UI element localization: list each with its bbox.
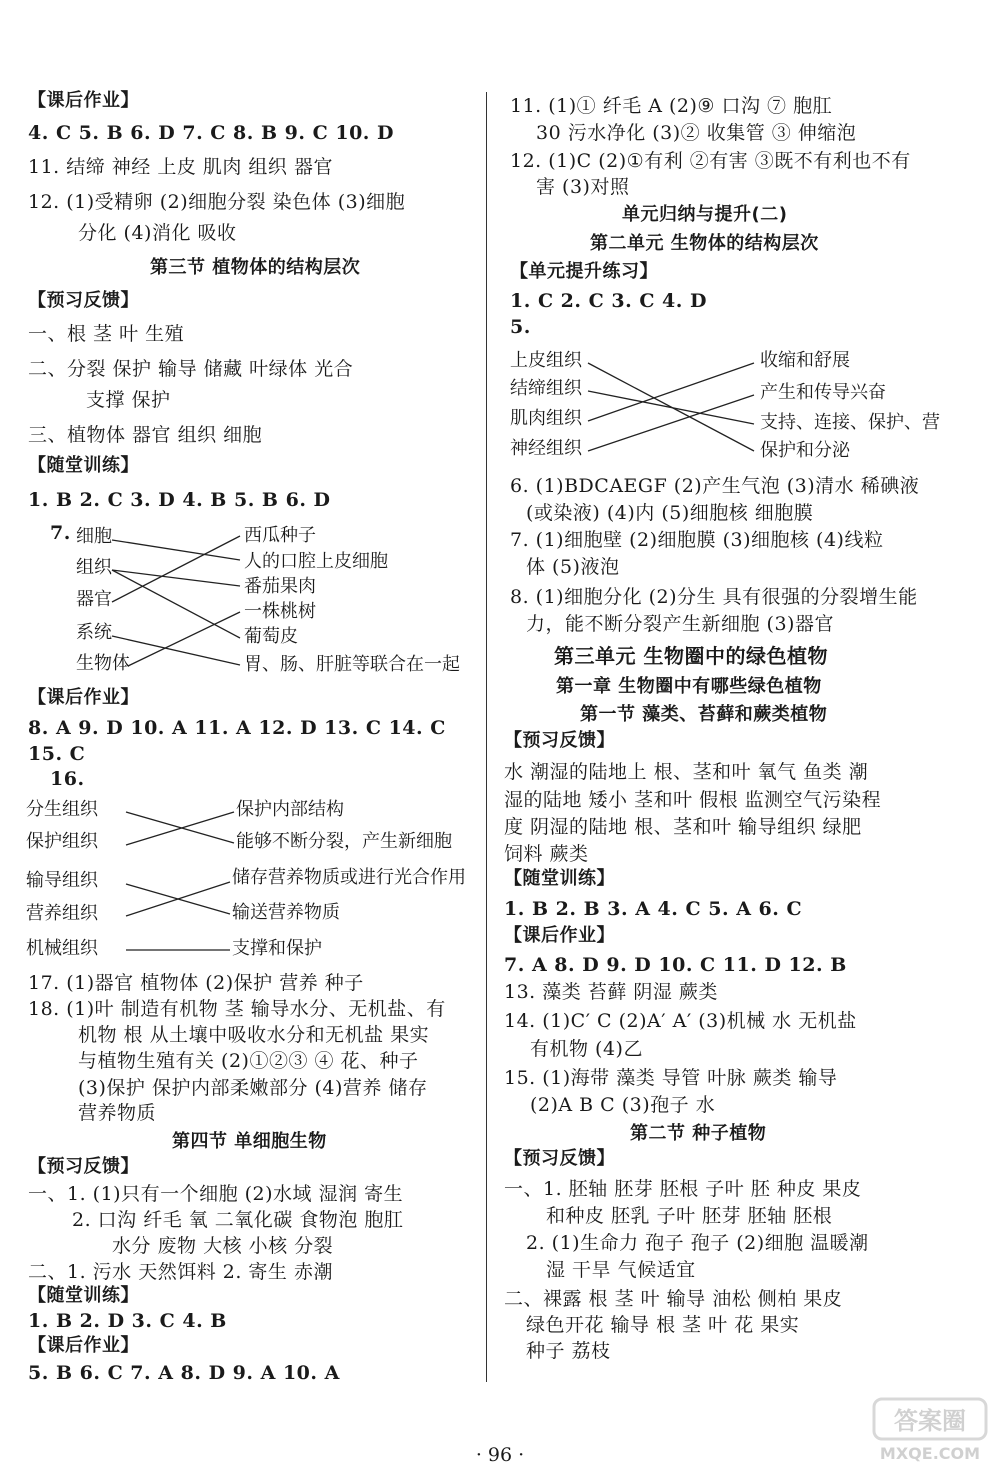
match5-line xyxy=(588,391,754,424)
right-answer-line-22: 饲料 蕨类 xyxy=(504,843,589,865)
right-answer-line-24: 1. B 2. B 3. A 4. C 5. A 6. C xyxy=(504,898,803,920)
match5-left-2: 肌肉组织 xyxy=(510,408,582,429)
right-answer-line-20: 湿的陆地 矮小 茎和叶 假根 监测空气污染程 xyxy=(504,789,882,811)
svg-text:MXQE.COM: MXQE.COM xyxy=(879,1444,981,1463)
left-answer-line-18: 17. (1)器官 植物体 (2)保护 营养 种子 xyxy=(28,972,364,994)
right-answer-line-2: 12. (1)C (2)①有利 ②有害 ③既不有利也不有 xyxy=(510,150,911,172)
left-answer-line-22: (3)保护 保护内部柔嫩部分 (4)营养 储存 xyxy=(78,1077,428,1099)
left-answer-line-17: 16. xyxy=(50,768,85,790)
match7-left-1: 组织 xyxy=(76,557,112,578)
match7-right-4: 葡萄皮 xyxy=(244,626,298,647)
right-answer-line-21: 度 阴湿的陆地 根、茎和叶 输导组织 绿肥 xyxy=(504,816,862,838)
right-answer-line-3: 害 (3)对照 xyxy=(536,176,630,198)
right-section-heading-6: 【单元提升练习】 xyxy=(510,261,658,282)
match7-right-5: 胃、肠、肝脏等联合在一起 xyxy=(244,654,460,675)
right-answer-line-35: 和种皮 胚乳 子叶 胚芽 胚轴 胚根 xyxy=(546,1205,833,1227)
match5-right-1: 产生和传导兴奋 xyxy=(760,382,886,403)
left-answer-line-28: 水分 废物 大核 小核 分裂 xyxy=(112,1235,334,1257)
right-title-4: 单元归纳与提升(二) xyxy=(622,204,788,225)
right-answer-line-27: 13. 藻类 苔藓 阴湿 蕨类 xyxy=(504,981,718,1003)
match5-line xyxy=(588,363,754,421)
match16-right-4: 支撑和保护 xyxy=(232,938,322,959)
left-answer-line-4: 分化 (4)消化 吸收 xyxy=(78,222,237,244)
right-section-heading-23: 【随堂训练】 xyxy=(504,868,615,889)
right-answer-line-14: 力，能不断分裂产生新细胞 (3)器官 xyxy=(526,613,834,635)
page-number: · 96 · xyxy=(475,1444,525,1466)
left-title-24: 第四节 单细胞生物 xyxy=(172,1131,327,1152)
match7-left-3: 系统 xyxy=(76,622,112,643)
match5-line xyxy=(588,395,754,451)
svg-text:答案圈: 答案圈 xyxy=(894,1407,966,1435)
left-section-heading-30: 【随堂训练】 xyxy=(28,1285,139,1306)
right-answer-line-0: 11. (1)① 纤毛 A (2)⑨ 口沟 ⑦ 胞肛 xyxy=(510,95,833,117)
right-answer-line-12: 体 (5)液泡 xyxy=(526,556,620,578)
match16-left-4: 机械组织 xyxy=(26,938,98,959)
left-answer-line-27: 2. 口沟 纤毛 氧 二氧化碳 食物泡 胞肛 xyxy=(72,1209,404,1231)
left-answer-line-12: 1. B 2. C 3. D 4. B 5. B 6. D xyxy=(28,489,331,511)
left-answer-line-7: 一、根 茎 叶 生殖 xyxy=(28,323,185,345)
left-section-heading-25: 【预习反馈】 xyxy=(28,1156,139,1177)
right-answer-line-37: 湿 干旱 气候适宜 xyxy=(546,1259,696,1281)
right-answer-line-30: 15. (1)海带 藻类 导管 叶脉 蕨类 输导 xyxy=(504,1067,838,1089)
match5-right-3: 保护和分泌 xyxy=(760,440,850,461)
left-answer-line-1: 4. C 5. B 6. D 7. C 8. B 9. C 10. D xyxy=(28,122,394,144)
right-answer-line-11: 7. (1)细胞壁 (2)细胞膜 (3)细胞核 (4)线粒 xyxy=(510,529,884,551)
right-title-15: 第三单元 生物圈中的绿色植物 xyxy=(554,644,828,668)
left-answer-line-10: 三、植物体 器官 组织 细胞 xyxy=(28,424,263,446)
match5-right-2: 支持、连接、保护、营 xyxy=(760,412,940,433)
match16-left-0: 分生组织 xyxy=(26,799,98,820)
right-title-16: 第一章 生物圈中有哪些绿色植物 xyxy=(556,676,822,697)
right-answer-line-34: 一、1. 胚轴 胚芽 胚根 子叶 胚 种皮 果皮 xyxy=(504,1178,862,1200)
right-section-heading-33: 【预习反馈】 xyxy=(504,1148,615,1169)
column-divider xyxy=(486,92,487,1382)
right-answer-line-19: 水 潮湿的陆地上 根、茎和叶 氧气 鱼类 潮 xyxy=(504,761,869,783)
watermark-logo xyxy=(870,1395,990,1465)
match7-right-2: 番茄果肉 xyxy=(244,576,316,597)
right-answer-line-1: 30 污水净化 (3)② 收集管 ③ 伸缩泡 xyxy=(536,122,857,144)
right-answer-line-39: 绿色开花 输导 根 茎 叶 花 果实 xyxy=(526,1314,800,1336)
match5-right-0: 收缩和舒展 xyxy=(760,350,850,371)
match16-right-1: 能够不断分裂，产生新细胞 xyxy=(236,831,452,852)
left-answer-line-3: 12. (1)受精卵 (2)细胞分裂 染色体 (3)细胞 xyxy=(28,191,406,213)
left-answer-line-2: 11. 结缔 神经 上皮 肌肉 组织 器官 xyxy=(28,156,333,178)
match7-right-3: 一株桃树 xyxy=(244,601,316,622)
left-section-heading-6: 【预习反馈】 xyxy=(28,290,139,311)
left-section-heading-11: 【随堂训练】 xyxy=(28,455,139,476)
match7-left-4: 生物体 xyxy=(76,653,130,674)
right-answer-line-38: 二、裸露 根 茎 叶 输导 油松 侧柏 果皮 xyxy=(504,1288,843,1310)
match16-right-3: 输送营养物质 xyxy=(232,902,340,923)
right-answer-line-28: 14. (1)C′ C (2)A′ A′ (3)机械 水 无机盐 xyxy=(504,1010,857,1032)
match5-left-3: 神经组织 xyxy=(510,438,582,459)
match16-left-2: 输导组织 xyxy=(26,870,98,891)
right-answer-line-26: 7. A 8. D 9. D 10. C 11. D 12. B xyxy=(504,954,847,976)
match7-left-0: 细胞 xyxy=(76,526,112,547)
right-section-heading-18: 【预习反馈】 xyxy=(504,730,615,751)
match16-left-1: 保护组织 xyxy=(26,831,98,852)
match5-left-1: 结缔组织 xyxy=(510,378,582,399)
right-title-5: 第二单元 生物体的结构层次 xyxy=(590,233,819,254)
match16-left-3: 营养组织 xyxy=(26,903,98,924)
left-answer-line-8: 二、分裂 保护 输导 储藏 叶绿体 光合 xyxy=(28,358,354,380)
left-section-heading-14: 【课后作业】 xyxy=(28,687,139,708)
right-answer-line-8: 5. xyxy=(510,316,531,338)
match7-right-0: 西瓜种子 xyxy=(244,525,316,546)
left-section-heading-0: 【课后作业】 xyxy=(28,90,139,111)
right-title-17: 第一节 藻类、苔藓和蕨类植物 xyxy=(580,704,828,725)
left-answer-line-16: 15. C xyxy=(28,743,86,765)
match16-right-2: 储存营养物质或进行光合作用 xyxy=(232,867,466,888)
left-answer-line-9: 支撑 保护 xyxy=(86,389,171,411)
right-answer-line-9: 6. (1)BDCAEGF (2)产生气泡 (3)清水 稀碘液 xyxy=(510,475,920,497)
match16-right-0: 保护内部结构 xyxy=(236,799,344,820)
left-answer-line-33: 5. B 6. C 7. A 8. D 9. A 10. A xyxy=(28,1362,340,1384)
left-answer-line-26: 一、1. (1)只有一个细胞 (2)水域 湿润 寄生 xyxy=(28,1183,404,1205)
left-answer-line-23: 营养物质 xyxy=(78,1102,157,1124)
left-answer-line-13: 7. xyxy=(50,522,71,544)
match5-left-0: 上皮组织 xyxy=(510,350,582,371)
left-answer-line-20: 机物 根 从土壤中吸收水分和无机盐 果实 xyxy=(78,1024,430,1046)
left-section-heading-32: 【课后作业】 xyxy=(28,1335,139,1356)
match7-right-1: 人的口腔上皮细胞 xyxy=(244,551,388,572)
match16-line xyxy=(126,882,230,916)
match7-left-2: 器官 xyxy=(76,589,112,610)
right-answer-line-31: (2)A B C (3)孢子 水 xyxy=(530,1094,716,1116)
right-section-heading-25: 【课后作业】 xyxy=(504,925,615,946)
left-answer-line-21: 与植物生殖有关 (2)①②③ ④ 花、种子 xyxy=(78,1050,419,1072)
left-title-5: 第三节 植物体的结构层次 xyxy=(150,257,361,278)
right-answer-line-10: (或染液) (4)内 (5)细胞核 细胞膜 xyxy=(526,502,814,524)
left-answer-line-19: 18. (1)叶 制造有机物 茎 输导水分、无机盐、有 xyxy=(28,998,446,1020)
right-answer-line-40: 种子 荔枝 xyxy=(526,1340,611,1362)
left-answer-line-29: 二、1. 污水 天然饵料 2. 寄生 赤潮 xyxy=(28,1261,333,1283)
right-answer-line-7: 1. C 2. C 3. C 4. D xyxy=(510,290,707,312)
left-answer-line-15: 8. A 9. D 10. A 11. A 12. D 13. C 14. C xyxy=(28,717,446,739)
right-answer-line-29: 有机物 (4)乙 xyxy=(530,1038,643,1060)
right-answer-line-36: 2. (1)生命力 孢子 孢子 (2)细胞 温暖潮 xyxy=(526,1232,869,1254)
right-title-32: 第二节 种子植物 xyxy=(630,1123,767,1144)
left-answer-line-31: 1. B 2. D 3. C 4. B xyxy=(28,1310,227,1332)
right-answer-line-13: 8. (1)细胞分化 (2)分生 具有很强的分裂增生能 xyxy=(510,586,918,608)
